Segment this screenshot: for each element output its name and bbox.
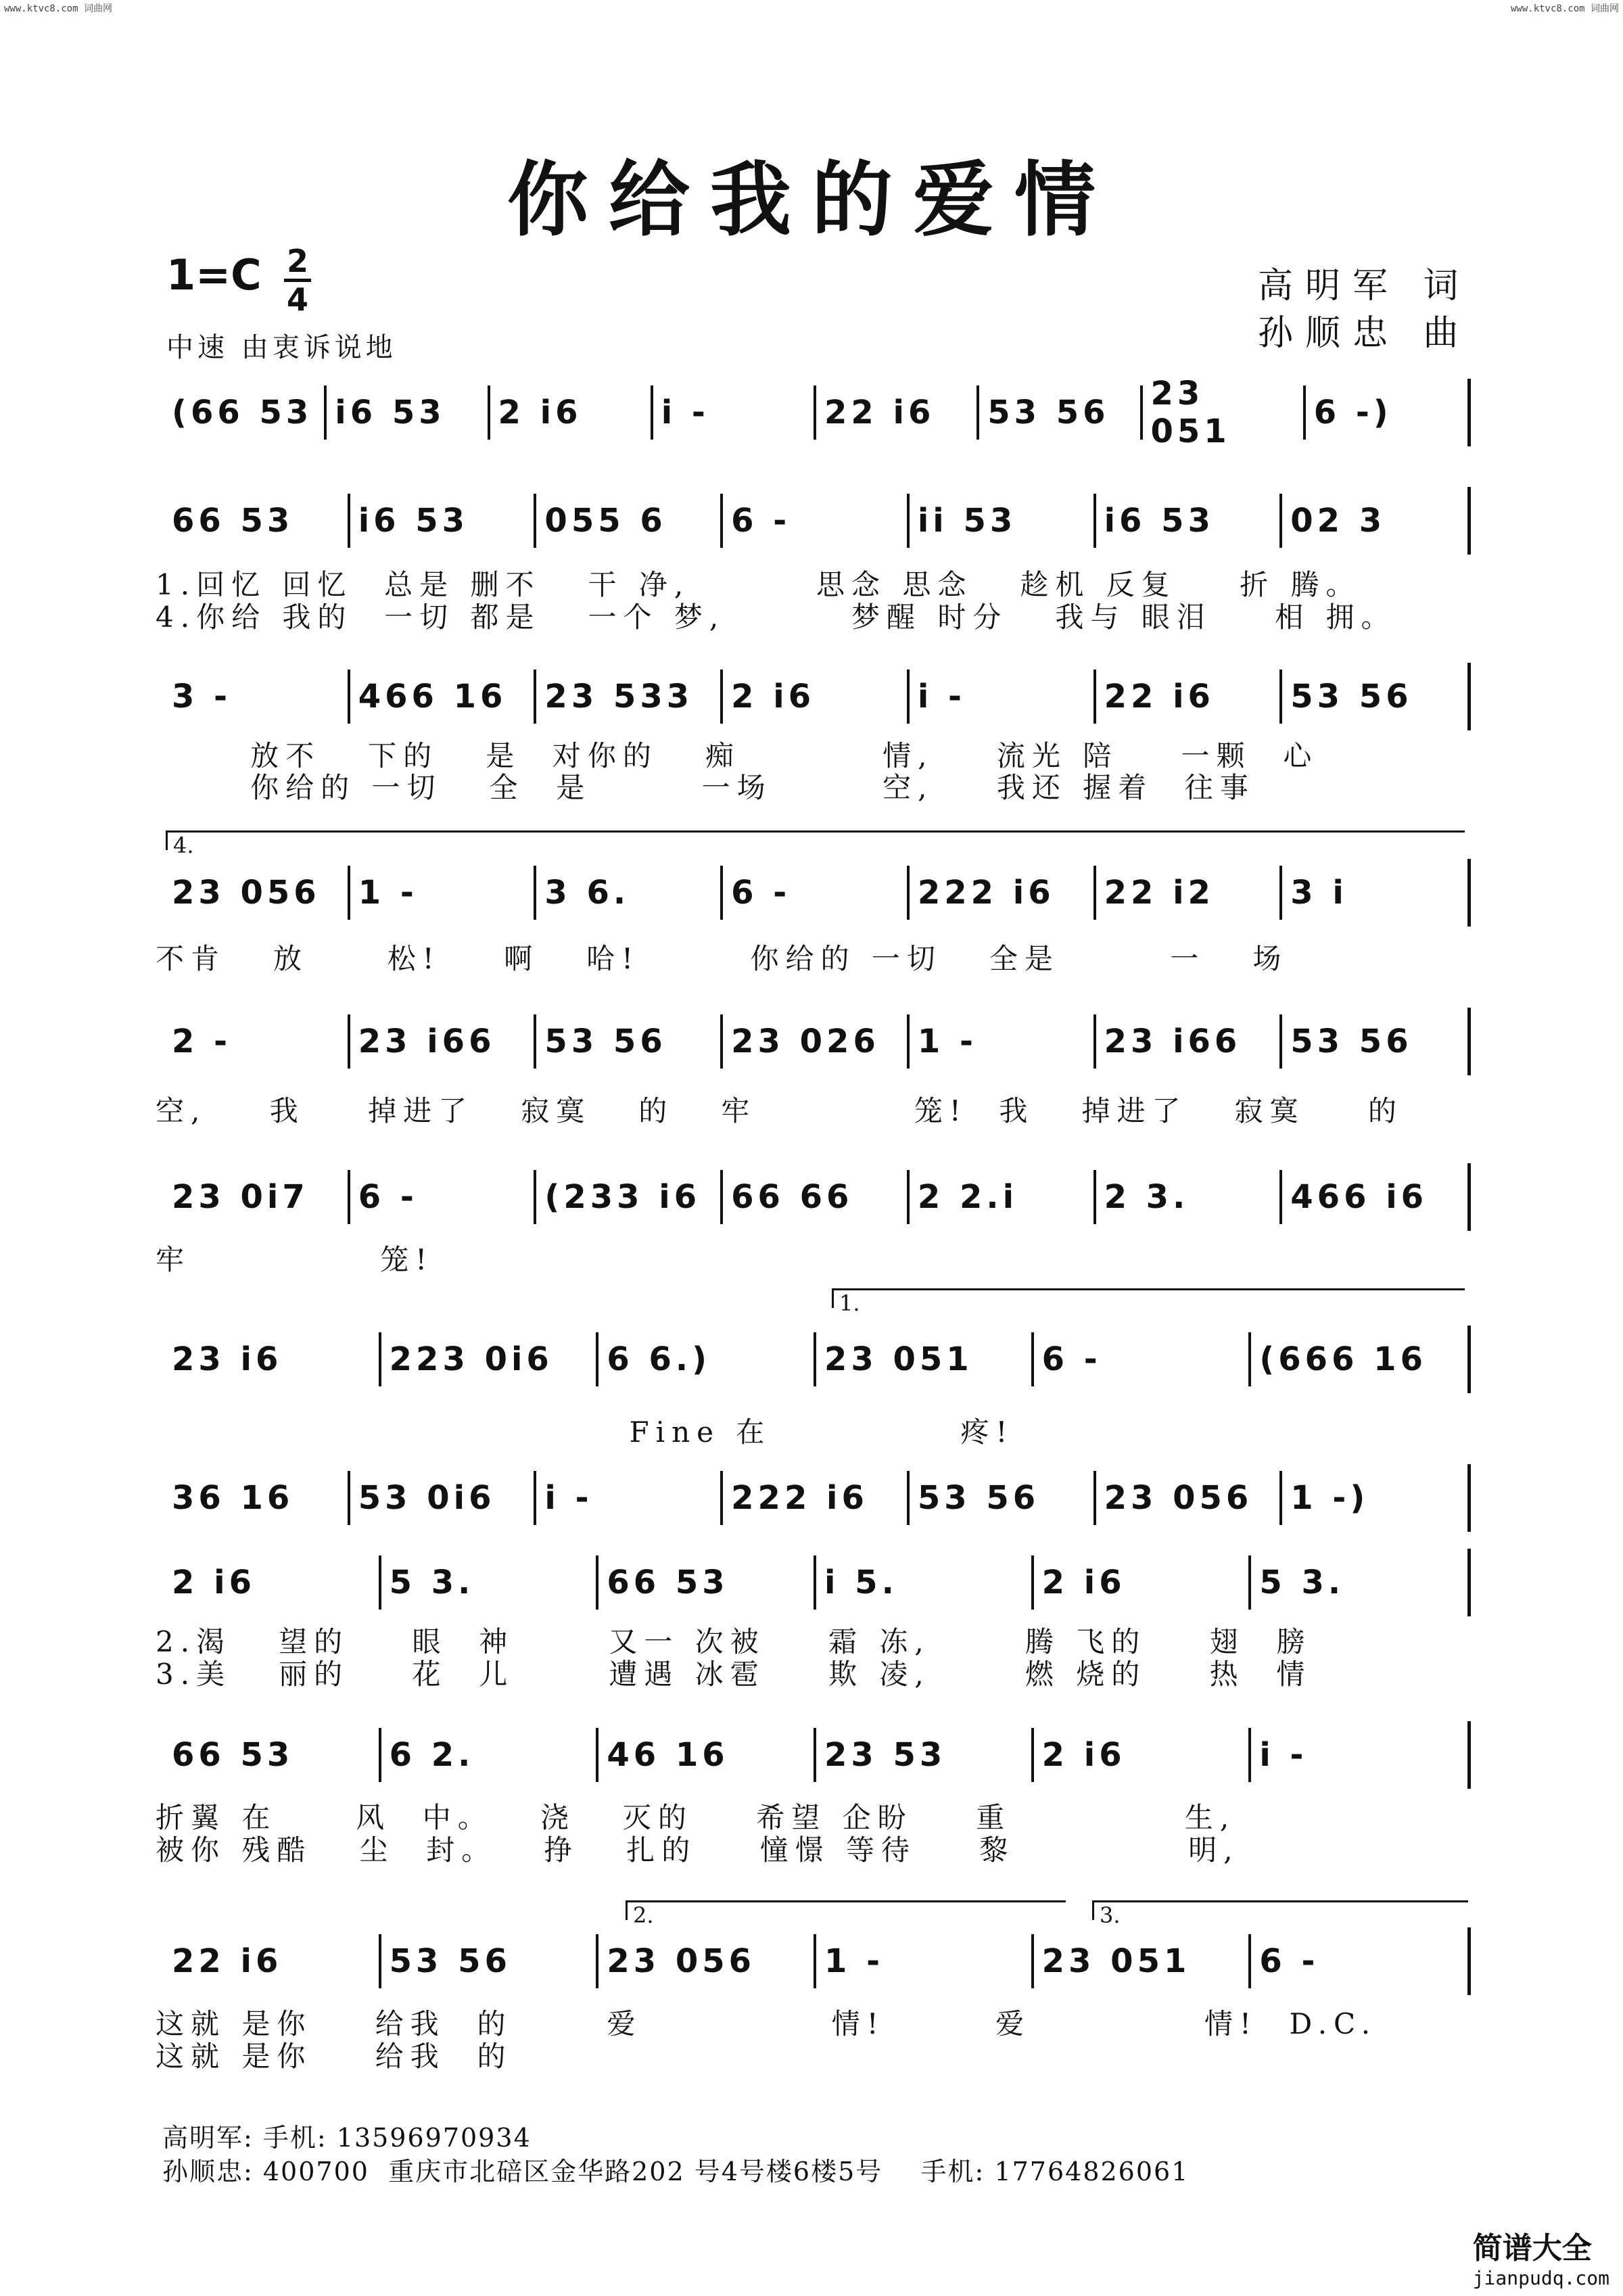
barline [379,1555,381,1610]
barline [907,670,910,724]
measure: 23 051 [1150,375,1231,450]
measure: i - [917,678,966,716]
measure: 2 i6 [731,678,816,716]
barline [720,1471,723,1525]
notation-row [162,1326,1471,1393]
measure: i 5. [824,1564,898,1601]
measure: 53 56 [1290,1023,1413,1060]
barline [348,1170,350,1224]
measure: 6 - [358,1178,418,1216]
measure: 6 - [1259,1942,1319,1980]
barline [596,1728,598,1782]
lyric-line: 放不 下的 是 对你的 痴 情, 流光 陪 一颗 心 [156,739,1319,772]
lyric-line: 你给的 一切 全 是 一场 空, 我还 握着 往事 [156,771,1255,804]
time-signature [284,245,311,316]
barline [907,1170,910,1224]
barline [720,670,723,724]
measure: 23 056 [1104,1479,1253,1517]
measure: (666 16 [1259,1340,1427,1378]
measure: 36 16 [172,1479,294,1517]
site-logo [1473,2224,1609,2289]
barline [814,1332,816,1386]
measure: 66 53 [607,1564,729,1601]
lyric-line: 4.你给 我的 一切 都是 一个 梦, 梦醒 时分 我与 眼泪 相 拥。 [156,601,1396,634]
measure: 6 - [1041,1340,1102,1378]
barline [1248,1934,1251,1988]
barline [1093,1471,1096,1525]
measure: i6 53 [1104,502,1215,540]
volta-bracket: 2. [626,1900,1066,1920]
measure: 222 i6 [731,1479,868,1517]
measure: 1 - [917,1023,977,1060]
lyric-line: 这就 是你 给我 的 爱 情! 爱 情! D.C. [156,2007,1378,2040]
notation-row [162,1464,1471,1532]
measure: 222 i6 [917,874,1055,912]
barline [1279,1471,1282,1525]
measure: 22 i2 [1104,874,1215,912]
measure: 2 i6 [172,1564,256,1601]
barline [814,1934,816,1988]
barline [1279,866,1282,920]
barline [720,866,723,920]
volta-bracket: 4. [166,830,1465,850]
measure: 23 53 [824,1736,947,1774]
lyric-line: 2.渴 望的 眼 神 又一 次被 霜 冻, 腾 飞的 翅 膀 [156,1625,1312,1658]
barline [1031,1728,1034,1782]
measure: 466 i6 [1290,1178,1428,1216]
measure: 6 -) [1313,394,1392,431]
notation-row [162,859,1471,927]
measure: i - [661,394,709,431]
lyric-line: 3.美 丽的 花 儿 遭遇 冰雹 欺 凌, 燃 烧的 热 情 [156,1658,1312,1691]
measure: (233 i6 [544,1178,701,1216]
measure: 23 051 [824,1340,973,1378]
notation-row [162,663,1471,730]
measure: 22 i6 [172,1942,283,1980]
measure: 3 - [172,678,232,716]
measure: 23 0i7 [172,1178,309,1216]
barline [596,1555,598,1610]
measure: i - [544,1479,593,1517]
measure: 1 - [358,874,418,912]
barline [814,1728,816,1782]
measure: 66 53 [172,502,294,540]
key-signature: 1=C [166,250,262,300]
barline [1093,1170,1096,1224]
measure: ii 53 [917,502,1017,540]
measure: 53 56 [389,1942,511,1980]
contact-composer: 孙顺忠: 400700 重庆市北碚区金华路202 号4号楼6楼5号 手机: 17764826061 [162,2157,1190,2186]
measure: 53 56 [917,1479,1040,1517]
lyric-line: 不肯 放 松! 啊 哈! 你给的 一切 全是 一 场 [156,942,1288,975]
barline [534,670,536,724]
measure: 53 56 [987,394,1110,431]
measure: 2 2.i [917,1178,1018,1216]
barline [720,1170,723,1224]
watermark-left: www.ktvc8.com 词曲网 [4,3,113,14]
measure: 22 i6 [824,394,935,431]
barline [379,1934,381,1988]
measure: 66 66 [731,1178,853,1216]
barline [907,1471,910,1525]
measure: 3 6. [544,874,630,912]
logo-text: 简谱大全 [1472,2231,1592,2266]
notation-row [162,1549,1471,1616]
measure: 46 16 [607,1736,729,1774]
barline [1279,670,1282,724]
measure: 055 6 [544,502,667,540]
measure: 53 0i6 [358,1479,496,1517]
measure: 53 56 [1290,678,1413,716]
measure: 1 -) [1290,1479,1369,1517]
barline [977,385,979,440]
barline [348,866,350,920]
time-signature-top: 2 [286,243,308,279]
measure: 223 0i6 [389,1340,553,1378]
lyricist-credit: 高明军 词 [1258,266,1471,306]
barline [534,1014,536,1069]
barline [534,866,536,920]
notation-row [162,487,1471,555]
barline [1031,1332,1034,1386]
measure: 23 i6 [172,1340,283,1378]
barline [651,385,653,440]
measure: 66 53 [172,1736,294,1774]
composer-credit: 孙顺忠 曲 [1258,313,1471,354]
measure: 2 i6 [1041,1736,1126,1774]
barline [348,494,350,548]
barline [324,385,327,440]
notation-row [162,375,1471,450]
barline [1279,494,1282,548]
volta-bracket: 1. [832,1288,1465,1308]
barline [379,1332,381,1386]
measure: 6 - [731,502,791,540]
barline [1093,670,1096,724]
barline [907,866,910,920]
lyric-line: 这就 是你 给我 的 [156,2040,513,2073]
measure: 5 3. [389,1564,475,1601]
barline [1248,1728,1251,1782]
measure: 23 026 [731,1023,880,1060]
barline [907,494,910,548]
logo-url: jianpudq.com [1472,2267,1609,2289]
measure: 23 i66 [1104,1023,1242,1060]
barline [348,670,350,724]
measure: 6 2. [389,1736,475,1774]
measure: 23 i66 [358,1023,496,1060]
lyric-line: 牢 笼! [156,1243,434,1276]
barline [907,1014,910,1069]
barline [720,1014,723,1069]
measure: 23 051 [1041,1942,1191,1980]
barline [596,1934,598,1988]
barline [1248,1332,1251,1386]
time-signature-bottom: 4 [286,281,308,318]
measure: 2 i6 [498,394,582,431]
notation-row [162,1163,1471,1231]
measure: 53 56 [544,1023,667,1060]
notation-row [162,1008,1471,1075]
lyric-line: 空, 我 掉进了 寂寞 的 牢 笼! 我 掉进了 寂寞 的 [156,1094,1403,1127]
contact-lyricist: 高明军: 手机: 13596970934 [162,2123,532,2153]
lyric-line: Fine 在 疼! [156,1415,1014,1449]
barline [488,385,490,440]
volta-bracket: 3. [1092,1900,1468,1920]
measure: 2 3. [1104,1178,1190,1216]
lyric-line: 折翼 在 风 中。 浇 灭的 希望 企盼 重 生, [156,1801,1236,1834]
barline [1140,385,1143,440]
measure: (66 53 [172,394,313,431]
barline [1279,1170,1282,1224]
barline [1093,866,1096,920]
measure: 6 6.) [607,1340,711,1378]
lyric-line: 1.回忆 回忆 总是 删不 干 净, 思念 思念 趁机 反复 折 腾。 [156,568,1361,601]
watermark-right: www.ktvc8.com 词曲网 [1510,3,1619,14]
barline [534,494,536,548]
song-title: 你给我的爱情 [507,152,1116,248]
measure: 2 - [172,1023,232,1060]
barline [379,1728,381,1782]
measure: i6 53 [358,502,469,540]
barline [814,385,816,440]
barline [534,1170,536,1224]
measure: i6 53 [335,394,446,431]
barline [1279,1014,1282,1069]
measure: 23 056 [607,1942,756,1980]
barline [720,494,723,548]
measure: i - [1259,1736,1308,1774]
barline [1031,1934,1034,1988]
tempo-marking: 中速 由衷诉说地 [166,332,397,363]
measure: 22 i6 [1104,678,1215,716]
barline [1031,1555,1034,1610]
lyric-line: 被你 残酷 尘 封。 挣 扎的 憧憬 等待 黎 明, [156,1833,1240,1867]
measure: 1 - [824,1942,885,1980]
barline [348,1014,350,1069]
measure: 23 533 [544,678,694,716]
measure: 2 i6 [1041,1564,1126,1601]
barline [1248,1555,1251,1610]
barline [1303,385,1306,440]
barline [1093,1014,1096,1069]
notation-row [162,1721,1471,1789]
barline [814,1555,816,1610]
barline [348,1471,350,1525]
measure: 5 3. [1259,1564,1345,1601]
measure: 6 - [731,874,791,912]
measure: 3 i [1290,874,1348,912]
barline [596,1332,598,1386]
notation-row [162,1927,1471,1995]
barline [534,1471,536,1525]
measure: 466 16 [358,678,507,716]
measure: 23 056 [172,874,321,912]
measure: 02 3 [1290,502,1386,540]
barline [1093,494,1096,548]
